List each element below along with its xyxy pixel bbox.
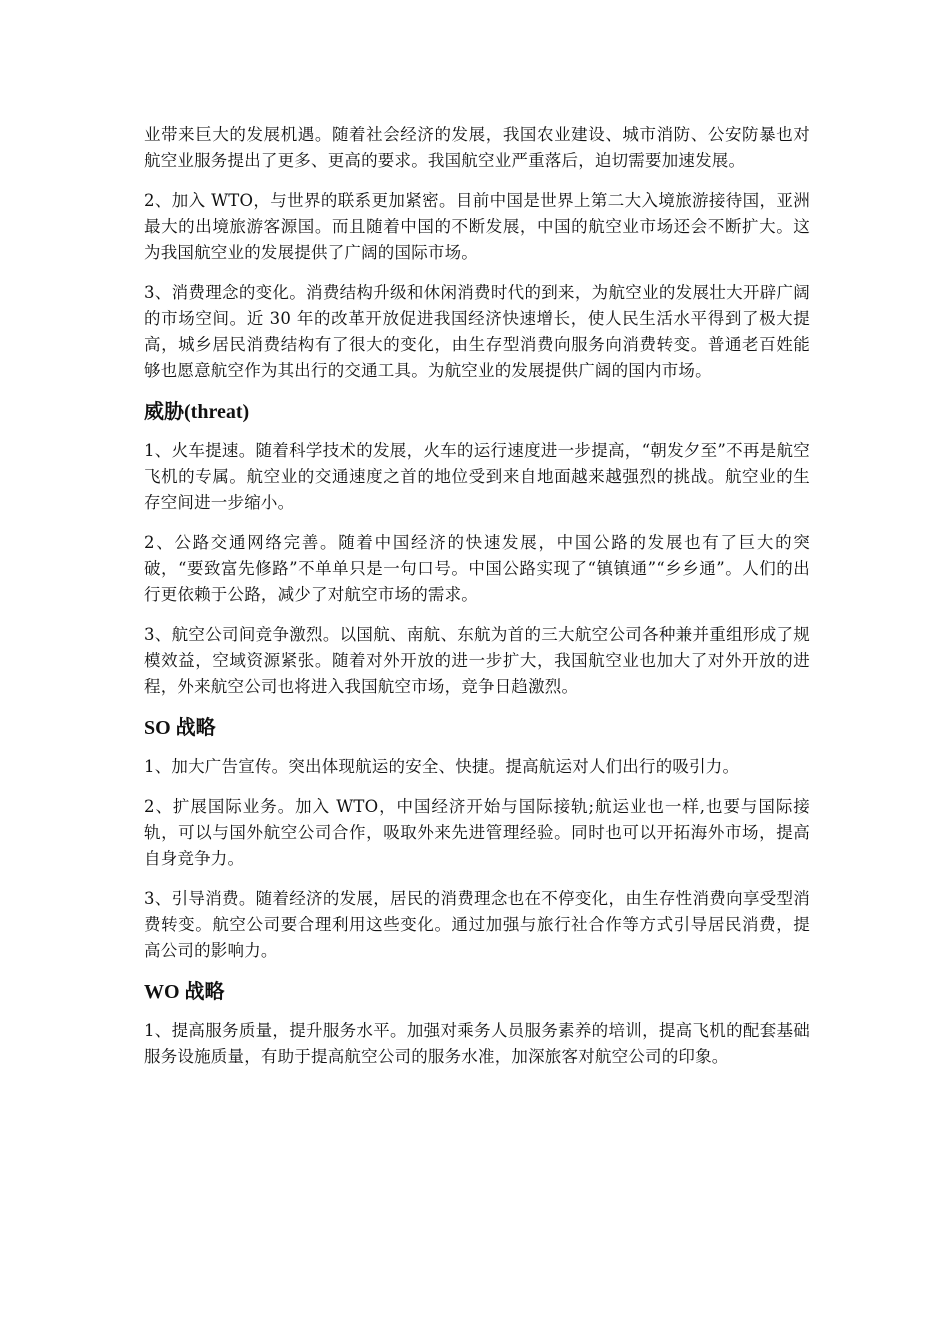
paragraph-so-3: 3、引导消费。随着经济的发展，居民的消费理念也在不停变化，由生存性消费向享受型消费转变。航空公司要合理利用这些变化。通过加强与旅行社合作等方式引导居民消费，提高公司的影响力。	[144, 889, 810, 960]
paragraph-continuation: 业带来巨大的发展机遇。随着社会经济的发展，我国农业建设、城市消防、公安防暴也对航空业服务提出了更多、更高的要求。我国航空业严重落后，迫切需要加速发展。	[144, 125, 810, 170]
paragraph-opportunity-2: 2、加入 WTO，与世界的联系更加紧密。目前中国是世界上第二大入境旅游接待国，亚洲最大的出境旅游客源国。而且随着中国的不断发展，中国的航空业市场还会不断扩大。这为我国航空业的发展提供了广阔的国际市场。	[144, 191, 810, 262]
paragraph-opportunity-3: 3、消费理念的变化。消费结构升级和休闲消费时代的到来，为航空业的发展壮大开辟广阔的市场空间。近 30 年的改革开放促进我国经济快速增长，使人民生活水平得到了极大提高，城乡居民消费结构有了很大的变化，由生存型消费向服务向消费转变。普通老百姓能够也愿意航空作为其出行的交通工具。为航空业的发展提供广阔的国内市场。	[144, 283, 810, 380]
paragraph-threat-2: 2、公路交通网络完善。随着中国经济的快速发展，中国公路的发展也有了巨大的突破，“要致富先修路”不单单只是一句口号。中国公路实现了“镇镇通”“乡乡通”。人们的出行更依赖于公路，减少了对航空市场的需求。	[144, 533, 810, 604]
paragraph-so-1: 1、加大广告宣传。突出体现航运的安全、快捷。提高航运对人们出行的吸引力。	[144, 757, 740, 776]
paragraph-threat-3: 3、航空公司间竞争激烈。以国航、南航、东航为首的三大航空公司各种兼并重组形成了规模效益，空域资源紧张。随着对外开放的进一步扩大，我国航空业也加大了对外开放的进程，外来航空公司也将进入我国航空市场，竞争日趋激烈。	[144, 625, 810, 696]
paragraph-wo-1: 1、提高服务质量，提升服务水平。加强对乘务人员服务素养的培训，提高飞机的配套基础服务设施质量，有助于提高航空公司的服务水准，加深旅客对航空公司的印象。	[144, 1021, 810, 1066]
heading-so-strategy: SO 战略	[144, 717, 216, 739]
heading-threat: 威胁(threat)	[144, 401, 250, 423]
heading-wo-strategy: WO 战略	[144, 981, 225, 1003]
document-page	[144, 122, 810, 1084]
paragraph-so-2: 2、扩展国际业务。加入 WTO，中国经济开始与国际接轨;航运业也一样,也要与国际接轨，可以与国外航空公司合作，吸取外来先进管理经验。同时也可以开拓海外市场，提高自身竞争力。	[144, 797, 810, 868]
paragraph-threat-1: 1、火车提速。随着科学技术的发展，火车的运行速度进一步提高，“朝发夕至”不再是航空飞机的专属。航空业的交通速度之首的地位受到来自地面越来越强烈的挑战。航空业的生存空间进一步缩小。	[144, 441, 810, 512]
